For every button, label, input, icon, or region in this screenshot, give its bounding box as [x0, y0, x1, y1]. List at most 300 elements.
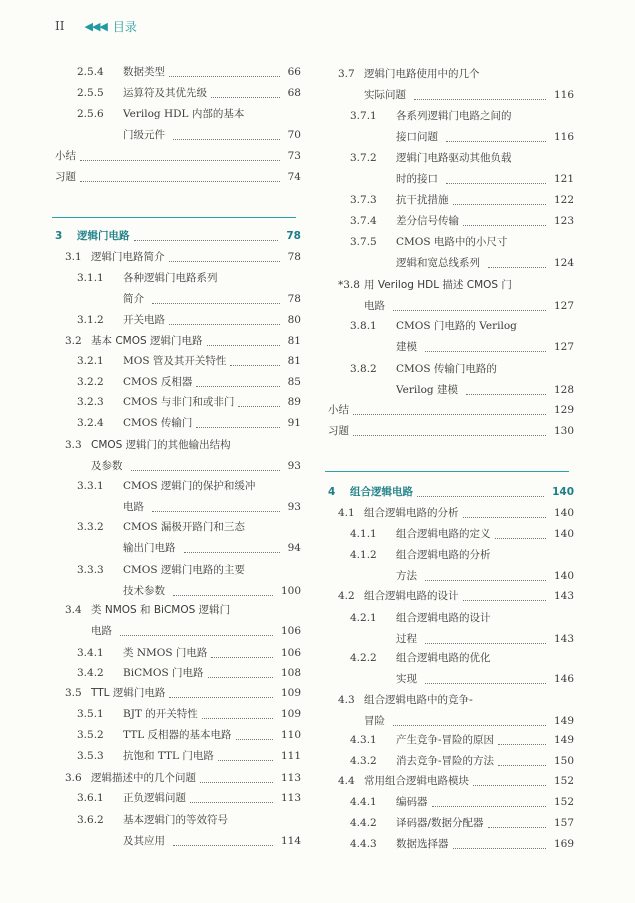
toc-entry[interactable]: [328, 316, 574, 336]
toc-entry[interactable]: [328, 545, 574, 565]
toc-entry[interactable]: [55, 600, 301, 620]
page-header: [55, 16, 137, 36]
toc-entry-title: BiCMOS 门电路: [123, 667, 204, 679]
toc-entry-title: TTL 反相器的基本电路: [123, 729, 232, 741]
toc-backmatter-entry[interactable]: [328, 400, 574, 420]
dot-leader: [453, 848, 546, 849]
toc-page-number: 78: [283, 226, 301, 246]
dot-leader: [495, 538, 546, 539]
dot-leader: [134, 240, 279, 241]
toc-entry-title: 逻辑门电路简介: [91, 251, 165, 263]
chapter-divider: [52, 217, 296, 218]
toc-entry-title: 习题: [55, 171, 76, 183]
toc-entry-number: 3: [55, 230, 63, 242]
toc-entry-continuation[interactable]: [55, 289, 301, 309]
dot-leader: [169, 324, 280, 325]
toc-entry-title: 抗饱和 TTL 门电路: [123, 750, 214, 762]
toc-page-number: 100: [278, 581, 301, 601]
dot-leader: [208, 677, 273, 678]
dot-leader: [353, 435, 546, 436]
dot-leader: [463, 600, 546, 601]
toc-page-number: 143: [551, 586, 574, 606]
toc-entry[interactable]: [55, 372, 301, 392]
toc-entry[interactable]: [328, 608, 574, 628]
toc-page-number: 127: [551, 337, 574, 357]
toc-entry-title: 逻辑门电路: [77, 230, 130, 242]
dot-leader: [238, 406, 279, 407]
dot-leader: [432, 806, 546, 807]
toc-entry-number: 4.2.1: [350, 612, 377, 624]
toc-entry[interactable]: [328, 148, 574, 168]
toc-page-number: 157: [551, 813, 574, 833]
dot-leader: [463, 225, 546, 226]
toc-entry[interactable]: [55, 810, 301, 830]
toc-entry-continuation[interactable]: [55, 125, 301, 145]
chapter-divider: [325, 471, 569, 472]
toc-entry[interactable]: [55, 704, 301, 724]
toc-entry-title: CMOS 逻辑门的其他输出结构: [91, 439, 231, 451]
dot-leader: [131, 470, 280, 471]
dot-leader: [353, 414, 546, 415]
toc-page-number: 143: [551, 629, 574, 649]
toc-entry-number: 3.5: [65, 687, 82, 699]
toc-entry-continuation[interactable]: [55, 497, 301, 517]
dot-leader: [498, 744, 546, 745]
toc-entry-title: CMOS 传输门电路的: [396, 363, 497, 375]
dot-leader: [120, 635, 273, 636]
dot-leader: [230, 365, 279, 366]
toc-entry[interactable]: [55, 435, 301, 455]
toc-entry[interactable]: [55, 517, 301, 537]
toc-backmatter-entry[interactable]: [328, 421, 574, 441]
toc-page-number: 130: [551, 421, 574, 441]
back-arrows-icon: ◀◀◀: [84, 19, 107, 33]
dot-leader: [463, 517, 546, 518]
toc-entry-title: CMOS 电路中的小尺寸: [396, 236, 508, 248]
toc-entry-title: 消去竞争-冒险的方法: [396, 755, 495, 767]
toc-entry-number: 4.3.1: [350, 734, 377, 746]
toc-entry-title-continued: Verilog 建模: [396, 384, 458, 396]
toc-entry-number: 4.4.3: [350, 838, 377, 850]
toc-entry-title: 组合逻辑电路中的竞争-: [364, 694, 473, 706]
toc-entry[interactable]: [55, 476, 301, 496]
toc-entry-title: 常用组合逻辑电路模块: [364, 775, 469, 787]
toc-entry[interactable]: [328, 275, 574, 295]
toc-entry[interactable]: [55, 788, 301, 808]
toc-entry-title-continued: 逻辑和宽总线系列: [396, 257, 480, 269]
toc-page-number: 140: [549, 482, 574, 502]
toc-entry[interactable]: [55, 62, 301, 82]
dot-leader: [236, 739, 273, 740]
toc-entry-title: 组合逻辑电路的分析: [364, 507, 459, 519]
toc-entry-title: 开关电路: [123, 314, 165, 326]
toc-page-number: 149: [551, 730, 574, 750]
toc-entry[interactable]: [328, 211, 574, 231]
toc-page-number: 123: [551, 211, 574, 231]
toc-chapter-entry[interactable]: [55, 226, 301, 246]
dot-leader: [207, 345, 280, 346]
toc-page-number: 111: [278, 746, 301, 766]
toc-entry-title: CMOS 门电路的 Verilog: [396, 320, 517, 332]
dot-leader: [196, 386, 279, 387]
toc-page-number: 109: [278, 683, 301, 703]
toc-page-number: 66: [285, 62, 301, 82]
toc-entry[interactable]: [328, 792, 574, 812]
toc-entry[interactable]: [328, 771, 574, 791]
toc-entry[interactable]: [55, 663, 301, 683]
dot-leader: [218, 760, 273, 761]
dot-leader: [202, 718, 273, 719]
toc-entry[interactable]: [55, 310, 301, 330]
toc-entry-number: 4.1.1: [350, 528, 377, 540]
toc-entry-continuation[interactable]: [328, 169, 574, 189]
toc-entry[interactable]: [55, 104, 301, 124]
toc-entry-number: *3.8: [338, 279, 360, 291]
toc-entry-continuation[interactable]: [55, 581, 301, 601]
toc-entry-title-continued: 电路: [123, 501, 144, 513]
toc-page-number: 108: [278, 663, 301, 683]
toc-page-number: 110: [278, 725, 301, 745]
dot-leader: [173, 139, 280, 140]
toc-entry-number: 3.1.2: [77, 314, 104, 326]
toc-entry-title: MOS 管及其开关特性: [123, 355, 227, 367]
toc-page-number: 93: [285, 497, 301, 517]
dot-leader: [190, 802, 273, 803]
toc-entry-title: 组合逻辑电路的定义: [396, 528, 491, 540]
toc-entry-title: 类 NMOS 门电路: [123, 647, 208, 659]
toc-entry-number: 3.3.1: [77, 480, 104, 492]
toc-entry[interactable]: [328, 648, 574, 668]
toc-page-number: 129: [551, 400, 574, 420]
dot-leader: [173, 595, 273, 596]
toc-entry-title-continued: 实现: [396, 673, 417, 685]
toc-entry-continuation[interactable]: [328, 711, 574, 731]
dot-leader: [80, 181, 280, 182]
toc-entry-continuation[interactable]: [328, 85, 574, 105]
toc-entry-title-continued: 电路: [364, 300, 385, 312]
toc-entry-title: CMOS 传输门: [123, 417, 193, 429]
dot-leader: [169, 261, 280, 262]
toc-page-number: 140: [551, 524, 574, 544]
toc-entry[interactable]: [55, 268, 301, 288]
toc-page-number: 80: [285, 310, 301, 330]
toc-entry-title-continued: 输出门电路: [123, 542, 176, 554]
toc-entry-continuation[interactable]: [328, 337, 574, 357]
toc-entry-title: 组合逻辑电路的设计: [396, 612, 491, 624]
toc-entry[interactable]: [328, 190, 574, 210]
toc-entry-title: 逻辑门电路使用中的几个: [364, 68, 480, 80]
toc-entry-title: 小结: [55, 150, 76, 162]
toc-page-number: 70: [285, 125, 301, 145]
toc-entry-title: 组合逻辑电路的设计: [364, 590, 459, 602]
toc-entry-continuation[interactable]: [328, 296, 574, 316]
toc-entry-title: 逻辑描述中的几个问题: [91, 772, 196, 784]
dot-leader: [488, 267, 546, 268]
dot-leader: [498, 765, 546, 766]
toc-entry-title: 运算符及其优先级: [123, 87, 207, 99]
dot-leader: [211, 657, 273, 658]
toc-entry-number: 3.6.1: [77, 792, 104, 804]
toc-page-number: 150: [551, 751, 574, 771]
toc-entry-continuation[interactable]: [328, 253, 574, 273]
toc-entry-number: 3.2: [65, 335, 82, 347]
toc-entry-number: 4.4.1: [350, 796, 377, 808]
toc-entry[interactable]: [55, 392, 301, 412]
dot-leader: [169, 697, 273, 698]
toc-page-number: 121: [551, 169, 574, 189]
toc-entry-title: 组合逻辑电路的优化: [396, 652, 491, 664]
toc-entry-title: 用 Verilog HDL 描述 CMOS 门: [364, 279, 512, 291]
toc-entry[interactable]: [328, 503, 574, 523]
toc-entry-number: 4.1: [338, 507, 355, 519]
toc-entry-number: 3.7.3: [350, 194, 377, 206]
toc-page-number: 127: [551, 296, 574, 316]
toc-page-number: 68: [285, 83, 301, 103]
toc-entry-continuation[interactable]: [55, 538, 301, 558]
dot-leader: [453, 204, 546, 205]
toc-entry-title-continued: 门级元件: [123, 129, 165, 141]
toc-entry[interactable]: [328, 730, 574, 750]
toc-page-number: 113: [278, 768, 301, 788]
toc-page-number: 116: [551, 127, 574, 147]
toc-entry-title-continued: 技术参数: [123, 585, 165, 597]
toc-entry[interactable]: [328, 232, 574, 252]
toc-entry[interactable]: [55, 560, 301, 580]
toc-entry-title: CMOS 反相器: [123, 376, 193, 388]
toc-entry-title-continued: 过程: [396, 633, 417, 645]
dot-leader: [80, 160, 280, 161]
toc-chapter-entry[interactable]: [328, 482, 574, 502]
toc-page-number: 73: [285, 146, 301, 166]
toc-entry-number: 3.2.2: [77, 376, 104, 388]
toc-entry-title: 类 NMOS 和 BiCMOS 逻辑门: [91, 604, 231, 616]
toc-entry-number: 3.7.2: [350, 152, 377, 164]
toc-entry-number: 3.7.5: [350, 236, 377, 248]
dot-leader: [184, 552, 280, 553]
toc-entry[interactable]: [55, 247, 301, 267]
toc-entry-title: TTL 逻辑门电路: [91, 687, 166, 699]
toc-entry-number: 3.6: [65, 772, 82, 784]
toc-entry-number: 3.1.1: [77, 272, 104, 284]
toc-entry-number: 4.4: [338, 775, 355, 787]
toc-page-number: 78: [285, 247, 301, 267]
toc-entry[interactable]: [55, 331, 301, 351]
toc-entry[interactable]: [328, 359, 574, 379]
header-title: 目录: [112, 19, 137, 34]
toc-page-number: 124: [551, 253, 574, 273]
toc-entry-title: 小结: [328, 404, 349, 416]
toc-entry-number: 3.8.2: [350, 363, 377, 375]
toc-entry-title: 基本 CMOS 逻辑门电路: [91, 335, 203, 347]
toc-entry-continuation[interactable]: [55, 621, 301, 641]
toc-entry-title: 译码器/数据分配器: [396, 817, 484, 829]
toc-entry-title: 组合逻辑电路: [350, 486, 413, 498]
toc-page-number: 152: [551, 771, 574, 791]
toc-entry-number: 3.4.2: [77, 667, 104, 679]
toc-entry-title-continued: 方法: [396, 570, 417, 582]
toc-entry-number: 4.3.2: [350, 755, 377, 767]
toc-entry-title: CMOS 漏极开路门和三态: [123, 521, 245, 533]
toc-entry-number: 3.2.4: [77, 417, 104, 429]
toc-entry[interactable]: [328, 524, 574, 544]
toc-entry-title: 逻辑门电路驱动其他负载: [396, 152, 512, 164]
toc-entry-continuation[interactable]: [328, 669, 574, 689]
toc-entry-number: 3.3.3: [77, 564, 104, 576]
toc-entry[interactable]: [55, 83, 301, 103]
toc-entry-title: 数据类型: [123, 66, 165, 78]
toc-entry-number: 3.5.3: [77, 750, 104, 762]
toc-entry-title: CMOS 逻辑门电路的主要: [123, 564, 245, 576]
dot-leader: [425, 580, 546, 581]
toc-entry-title: 数据选择器: [396, 838, 449, 850]
toc-entry-title: 正负逻辑问题: [123, 792, 186, 804]
dot-leader: [446, 141, 546, 142]
toc-page-number: 146: [551, 669, 574, 689]
toc-page-number: 74: [285, 167, 301, 187]
toc-entry-number: 4.2: [338, 590, 355, 602]
toc-entry-number: 4.2.2: [350, 652, 377, 664]
dot-leader: [414, 99, 546, 100]
dot-leader: [425, 643, 546, 644]
toc-page-number: 94: [285, 538, 301, 558]
toc-page-number: 169: [551, 834, 574, 854]
toc-entry-title-continued: 冒险: [364, 715, 385, 727]
toc-entry[interactable]: [328, 64, 574, 84]
toc-entry[interactable]: [328, 834, 574, 854]
toc-entry-number: 3.4.1: [77, 647, 104, 659]
toc-entry-number: 3.8.1: [350, 320, 377, 332]
dot-leader: [466, 394, 546, 395]
toc-page-number: 140: [551, 503, 574, 523]
dot-leader: [169, 76, 280, 77]
toc-page-number: 85: [285, 372, 301, 392]
toc-entry-title-continued: 实际问题: [364, 89, 406, 101]
toc-entry-title: BJT 的开关特性: [123, 708, 198, 720]
toc-entry-number: 2.5.4: [77, 66, 104, 78]
toc-page-number: 78: [285, 289, 301, 309]
toc-entry-title: 抗干扰措施: [396, 194, 449, 206]
page-number: II: [55, 19, 65, 33]
toc-page-number: 106: [278, 621, 301, 641]
toc-page-number: 140: [551, 566, 574, 586]
toc-entry-title-continued: 及其应用: [123, 835, 165, 847]
toc-entry[interactable]: [328, 586, 574, 606]
toc-entry-continuation[interactable]: [328, 629, 574, 649]
toc-entry-title: 各种逻辑门电路系列: [123, 272, 218, 284]
toc-entry-number: 3.7: [338, 68, 355, 80]
toc-entry-number: 3.6.2: [77, 814, 104, 826]
toc-backmatter-entry[interactable]: [55, 146, 301, 166]
toc-entry[interactable]: [55, 683, 301, 703]
dot-leader: [425, 683, 546, 684]
toc-page-number: 89: [285, 392, 301, 412]
toc-entry-number: 3.4: [65, 604, 82, 616]
toc-entry-title: CMOS 与非门和或非门: [123, 396, 235, 408]
toc-entry-number: 4.3: [338, 694, 355, 706]
toc-entry-number: 2.5.6: [77, 108, 104, 120]
toc-entry-continuation[interactable]: [55, 831, 301, 851]
dot-leader: [211, 97, 280, 98]
toc-entry-number: 4.4.2: [350, 817, 377, 829]
dot-leader: [196, 427, 279, 428]
toc-entry-title: 组合逻辑电路的分析: [396, 549, 491, 561]
toc-page-number: 152: [551, 792, 574, 812]
toc-page-number: 81: [285, 331, 301, 351]
toc-page-number: 81: [285, 351, 301, 371]
toc-entry-title: 各系列逻辑门电路之间的: [396, 110, 512, 122]
toc-entry-title: 产生竞争-冒险的原因: [396, 734, 495, 746]
toc-entry[interactable]: [328, 751, 574, 771]
dot-leader: [200, 782, 273, 783]
dot-leader: [473, 785, 546, 786]
toc-page-number: 116: [551, 85, 574, 105]
toc-entry[interactable]: [55, 351, 301, 371]
toc-entry-number: 3.7.4: [350, 215, 377, 227]
toc-entry[interactable]: [328, 813, 574, 833]
toc-page-number: 114: [278, 831, 301, 851]
toc-entry[interactable]: [55, 643, 301, 663]
toc-entry-number: 3.3: [65, 439, 82, 451]
toc-entry-title: 习题: [328, 425, 349, 437]
toc-entry-continuation[interactable]: [55, 456, 301, 476]
toc-page-number: 113: [278, 788, 301, 808]
toc-entry-title-continued: 简介: [123, 293, 144, 305]
toc-entry-number: 3.2.3: [77, 396, 104, 408]
toc-entry-number: 3.5.1: [77, 708, 104, 720]
toc-entry-title-continued: 及参数: [91, 460, 123, 472]
toc-entry-number: 4: [328, 486, 336, 498]
toc-page-number: 122: [551, 190, 574, 210]
toc-entry-continuation[interactable]: [328, 380, 574, 400]
toc-entry-number: 3.5.2: [77, 729, 104, 741]
toc-entry-continuation[interactable]: [328, 127, 574, 147]
dot-leader: [152, 511, 280, 512]
toc-entry[interactable]: [55, 725, 301, 745]
dot-leader: [393, 725, 546, 726]
toc-page-number: 149: [551, 711, 574, 731]
dot-leader: [488, 827, 546, 828]
toc-entry-title: 编码器: [396, 796, 428, 808]
dot-leader: [173, 845, 273, 846]
toc-page-number: 128: [551, 380, 574, 400]
toc-entry-continuation[interactable]: [328, 566, 574, 586]
toc-entry-number: 3.2.1: [77, 355, 104, 367]
toc-entry[interactable]: [328, 106, 574, 126]
toc-entry-number: 3.7.1: [350, 110, 377, 122]
toc-entry[interactable]: [55, 768, 301, 788]
toc-entry-number: 3.3.2: [77, 521, 104, 533]
toc-entry-title-continued: 电路: [91, 625, 112, 637]
toc-entry-title: 基本逻辑门的等效符号: [123, 814, 228, 826]
toc-entry[interactable]: [55, 746, 301, 766]
dot-leader: [417, 496, 544, 497]
toc-backmatter-entry[interactable]: [55, 167, 301, 187]
dot-leader: [393, 310, 546, 311]
toc-entry[interactable]: [328, 690, 574, 710]
dot-leader: [425, 351, 546, 352]
toc-entry-title-continued: 时的接口: [396, 173, 438, 185]
toc-entry-title: 差分信号传输: [396, 215, 459, 227]
dot-leader: [446, 183, 546, 184]
toc-entry-title: Verilog HDL 内部的基本: [123, 108, 245, 120]
toc-entry-title-continued: 建模: [396, 341, 417, 353]
toc-entry-title: CMOS 逻辑门的保护和缓冲: [123, 480, 256, 492]
toc-entry-number: 3.1: [65, 251, 82, 263]
toc-entry-number: 4.1.2: [350, 549, 377, 561]
toc-page-number: 93: [285, 456, 301, 476]
toc-entry[interactable]: [55, 413, 301, 433]
toc-page-number: 91: [285, 413, 301, 433]
